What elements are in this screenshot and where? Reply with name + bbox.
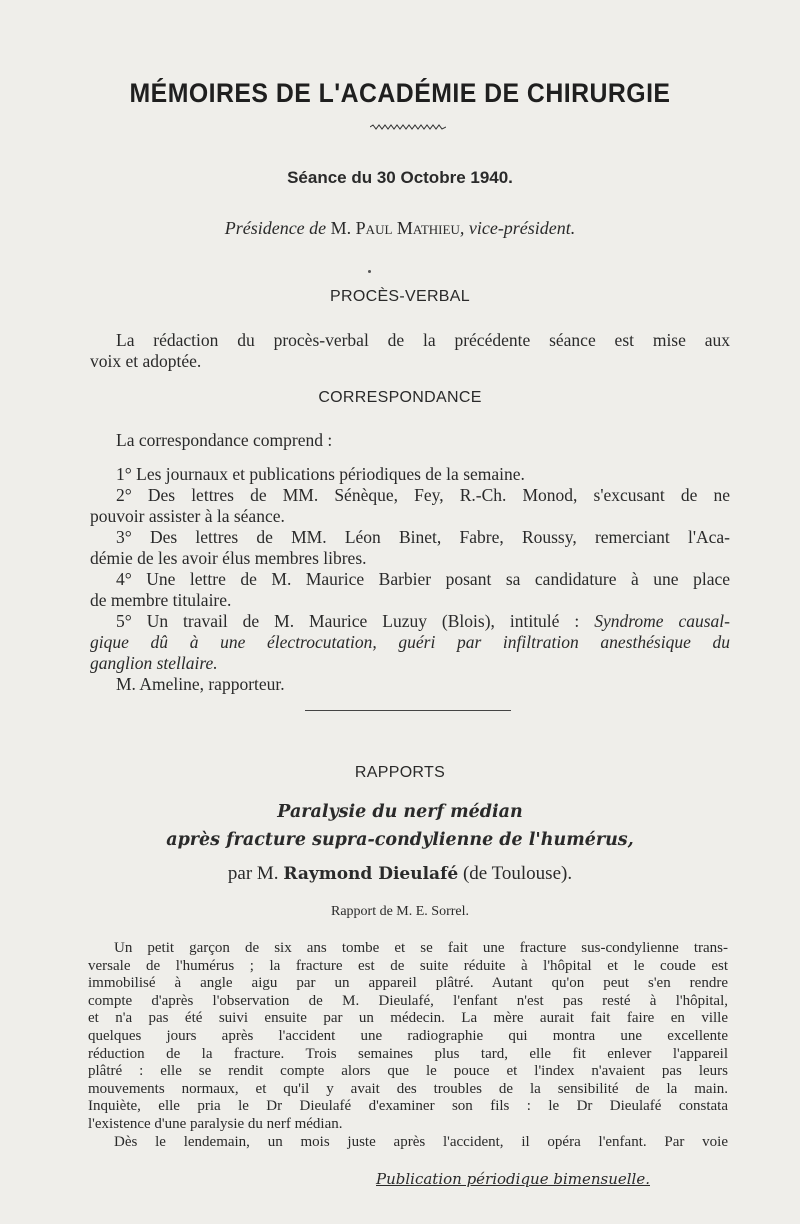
list-item: 3° Des lettres de MM. Léon Binet, Fabre, Roussy, remerciant l'Aca-	[116, 527, 730, 547]
presidency-line	[0, 218, 800, 239]
correspondance-list	[90, 464, 730, 695]
text-line: voix et adoptée.	[90, 351, 202, 371]
list-item	[90, 611, 730, 632]
article-title-line-2: après fracture supra-condylienne de l'humérus,	[166, 830, 634, 850]
body-line: Un petit garçon de six ans tombe et se fait une fracture sus-condylienne trans-	[114, 940, 728, 956]
body-line: mouvements normaux, et qu'il y avait des troubles de la sensibilité de la main.	[88, 1080, 728, 1097]
presidency-name-prefix: M.	[330, 218, 352, 238]
body-line: réduction de la fracture. Trois semaines plus tard, elle fit enlever l'appareil	[88, 1045, 728, 1062]
list-item-title: Syndrome causal-	[594, 611, 731, 631]
body-line: Dès le lendemain, un mois juste après l'accident, il opéra l'enfant. Par voie	[114, 1133, 728, 1150]
list-item: 1° Les journaux et publications périodiques de la semaine.	[116, 464, 525, 484]
body-line: immobilisé à angle aigu par un appareil plâtré. Autant qu'on peut s'en rendre	[88, 975, 728, 992]
print-speck	[368, 270, 371, 273]
article-author: Raymond Dieulafé	[283, 864, 459, 884]
heading-rapports: RAPPORTS	[354, 764, 446, 781]
list-item-continuation: de membre titulaire.	[90, 590, 232, 610]
ornament-divider	[370, 124, 446, 130]
list-item-title-continuation: ganglion stellaire.	[90, 653, 218, 673]
presidency-role: , vice-président.	[459, 218, 576, 238]
list-item-text: 5° Un travail de M. Maurice Luzuy (Blois), intitulé :	[116, 611, 580, 631]
report-body	[88, 940, 728, 1151]
list-item: 2° Des lettres de MM. Sénèque, Fey, R.-Ch. Monod, s'excusant de ne	[116, 485, 730, 505]
presidency-name: Paul Mathieu	[355, 218, 460, 238]
text-line: La rédaction du procès-verbal de la précédente séance est mise aux	[116, 330, 730, 350]
report-by: Rapport de M. E. Sorrel.	[330, 904, 470, 919]
presidency-prefix: Présidence de	[224, 218, 327, 238]
journal-title: MÉMOIRES DE L'ACADÉMIE DE CHIRURGIE	[129, 78, 671, 108]
list-item: 4° Une lettre de M. Maurice Barbier posant sa candidature à une place	[116, 569, 730, 589]
text-line: La correspondance comprend :	[116, 430, 333, 450]
body-line: l'existence d'une paralysie du nerf médian.	[88, 1115, 343, 1132]
heading-correspondance: CORRESPONDANCE	[318, 389, 482, 406]
body-line: plâtré : elle se rendit compte alors que le pouce et l'index n'avaient pas leurs	[88, 1063, 728, 1080]
article-byline	[0, 863, 800, 885]
article-title-line-1: Paralysie du nerf médian	[277, 802, 523, 822]
body-line: versale de l'humérus ; la fracture est de suite réduite à l'hôpital et le coude est	[88, 957, 728, 974]
proces-verbal-text	[90, 330, 730, 372]
body-line: et n'a pas été suivi ensuite par un médecin. La mère aurait fait faire en ville	[88, 1010, 728, 1027]
list-item-continuation: démie de les avoir élus membres libres.	[90, 548, 367, 568]
correspondance-intro	[90, 430, 730, 451]
body-line: Inquiète, elle pria le Dr Dieulafé d'examiner son fils : le Dr Dieulafé constata	[88, 1098, 728, 1115]
body-line: compte d'après l'observation de M. Dieulafé, l'enfant n'est pas resté à l'hôpital,	[88, 992, 728, 1009]
section-divider	[305, 710, 511, 711]
publication-note: Publication périodique bimensuelle.	[376, 1170, 650, 1188]
list-item-continuation: pouvoir assister à la séance.	[90, 506, 285, 526]
author-location: (de Toulouse).	[462, 863, 573, 884]
byline-prefix: par M.	[227, 863, 279, 884]
body-line: quelques jours après l'accident une radiographie qui montra une excellente	[88, 1027, 728, 1044]
list-item-title-continuation: gique dû à une électrocutation, guéri par infiltration anesthésique du	[90, 632, 730, 652]
rapporteur-line: M. Ameline, rapporteur.	[116, 674, 285, 694]
session-date: Séance du 30 Octobre 1940.	[287, 168, 513, 187]
heading-proces-verbal: PROCÈS-VERBAL	[330, 288, 470, 305]
